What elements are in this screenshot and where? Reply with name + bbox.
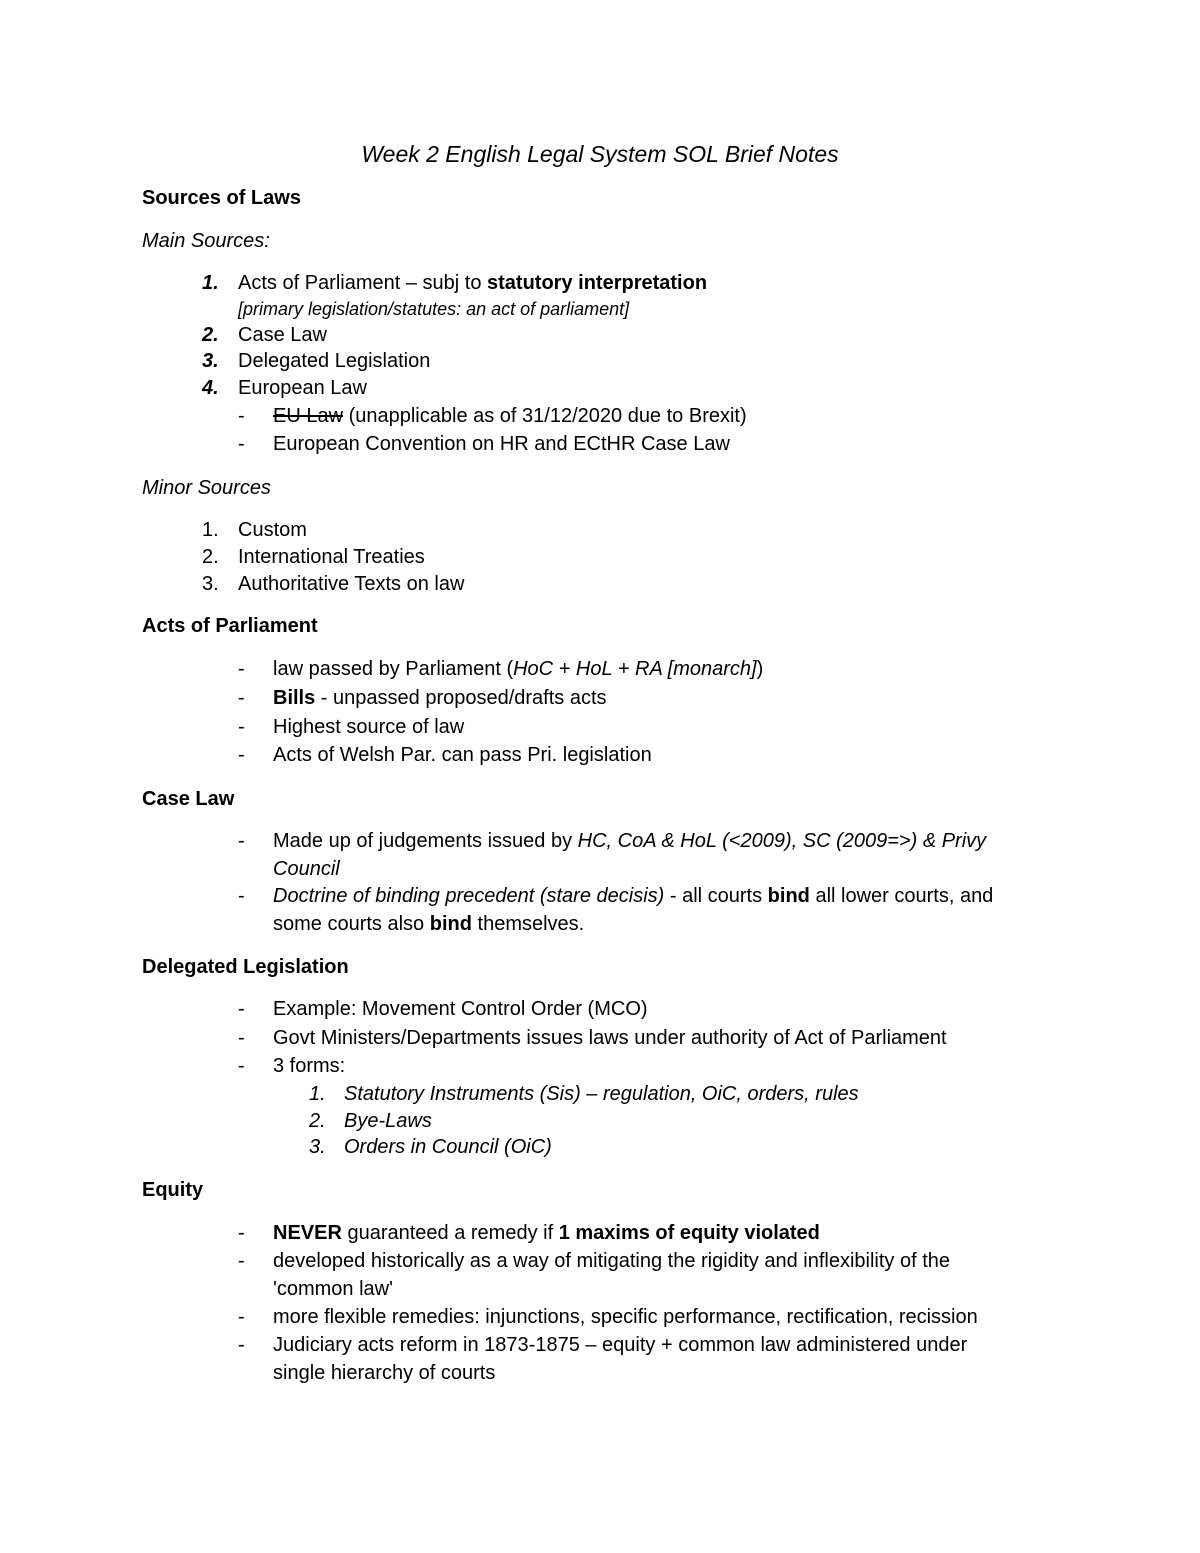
minor-source-1: Custom <box>238 519 307 541</box>
minor-source-num-3: 3. <box>202 573 219 595</box>
equity-bullet-2-cont: 'common law' <box>273 1278 393 1300</box>
acts-bullet-2: Bills - unpassed proposed/drafts acts <box>273 687 607 709</box>
bullet-dash: - <box>238 998 245 1020</box>
main-source-num-3: 3. <box>202 350 219 372</box>
minor-source-2: International Treaties <box>238 546 425 568</box>
caselaw-bullet-2: Doctrine of binding precedent (stare decisis) - all courts bind all lower courts, and <box>273 885 994 907</box>
document-title: Week 2 English Legal System SOL Brief Notes <box>361 141 839 167</box>
caselaw-bullet-1-cont: Council <box>273 858 340 880</box>
equity-bullet-4: Judiciary acts reform in 1873-1875 – equity + common law administered under <box>273 1334 968 1356</box>
bullet-dash: - <box>238 687 245 709</box>
heading-acts-of-parliament: Acts of Parliament <box>142 615 318 637</box>
equity-bullet-1: NEVER guaranteed a remedy if 1 maxims of equity violated <box>273 1222 820 1244</box>
main-sources-label: Main Sources: <box>142 230 270 252</box>
main-source-num-2: 2. <box>202 324 219 346</box>
delegated-bullet-1: Example: Movement Control Order (MCO) <box>273 998 648 1020</box>
bullet-dash: - <box>238 1055 245 1077</box>
main-source-num-1: 1. <box>202 272 219 294</box>
main-source-num-4: 4. <box>202 377 219 399</box>
minor-source-num-2: 2. <box>202 546 219 568</box>
caselaw-bullet-2-cont: some courts also bind themselves. <box>273 913 585 935</box>
heading-sources-of-laws: Sources of Laws <box>142 187 301 209</box>
minor-source-3: Authoritative Texts on law <box>238 573 465 595</box>
main-source-1: Acts of Parliament – subj to statutory interpretation <box>238 272 708 294</box>
minor-sources-label: Minor Sources <box>142 477 271 499</box>
echr-item: European Convention on HR and ECtHR Case Law <box>273 433 730 455</box>
heading-case-law: Case Law <box>142 788 235 810</box>
delegated-bullet-3: 3 forms: <box>273 1055 346 1077</box>
form-num-1: 1. <box>309 1083 326 1105</box>
form-num-3: 3. <box>309 1136 326 1158</box>
caselaw-bullet-1: Made up of judgements issued by HC, CoA & HoL (<2009), SC (2009=>) & Privy <box>273 830 987 852</box>
equity-bullet-2: developed historically as a way of mitigating the rigidity and inflexibility of the <box>273 1250 951 1272</box>
heading-equity: Equity <box>142 1179 204 1201</box>
bullet-dash: - <box>238 1027 245 1049</box>
acts-bullet-1: law passed by Parliament (HoC + HoL + RA [monarch]) <box>273 658 764 680</box>
form-num-2: 2. <box>309 1110 326 1132</box>
main-source-3: Delegated Legislation <box>238 350 431 372</box>
delegated-bullet-2: Govt Ministers/Departments issues laws under authority of Act of Parliament <box>273 1027 947 1049</box>
main-source-2: Case Law <box>238 324 327 346</box>
form-2: Bye-Laws <box>344 1110 432 1132</box>
equity-bullet-4-cont: single hierarchy of courts <box>273 1362 496 1384</box>
bullet-dash: - <box>238 885 245 907</box>
bullet-dash: - <box>238 1306 245 1328</box>
equity-bullet-3: more flexible remedies: injunctions, specific performance, rectification, recission <box>273 1306 978 1328</box>
main-source-1-note: [primary legislation/statutes: an act of parliament] <box>238 299 630 319</box>
form-3: Orders in Council (OiC) <box>344 1136 552 1158</box>
bullet-dash: - <box>238 744 245 766</box>
bullet-dash: - <box>238 405 245 427</box>
heading-delegated-legislation: Delegated Legislation <box>142 956 349 978</box>
bullet-dash: - <box>238 716 245 738</box>
bullet-dash: - <box>238 830 245 852</box>
bullet-dash: - <box>238 433 245 455</box>
bullet-dash: - <box>238 658 245 680</box>
minor-source-num-1: 1. <box>202 519 219 541</box>
acts-bullet-4: Acts of Welsh Par. can pass Pri. legislation <box>273 744 652 766</box>
bullet-dash: - <box>238 1222 245 1244</box>
bullet-dash: - <box>238 1250 245 1272</box>
main-source-4: European Law <box>238 377 367 399</box>
form-1: Statutory Instruments (Sis) – regulation, OiC, orders, rules <box>344 1083 859 1105</box>
eu-law-item: EU Law (unapplicable as of 31/12/2020 due to Brexit) <box>273 405 747 427</box>
acts-bullet-3: Highest source of law <box>273 716 465 738</box>
bullet-dash: - <box>238 1334 245 1356</box>
